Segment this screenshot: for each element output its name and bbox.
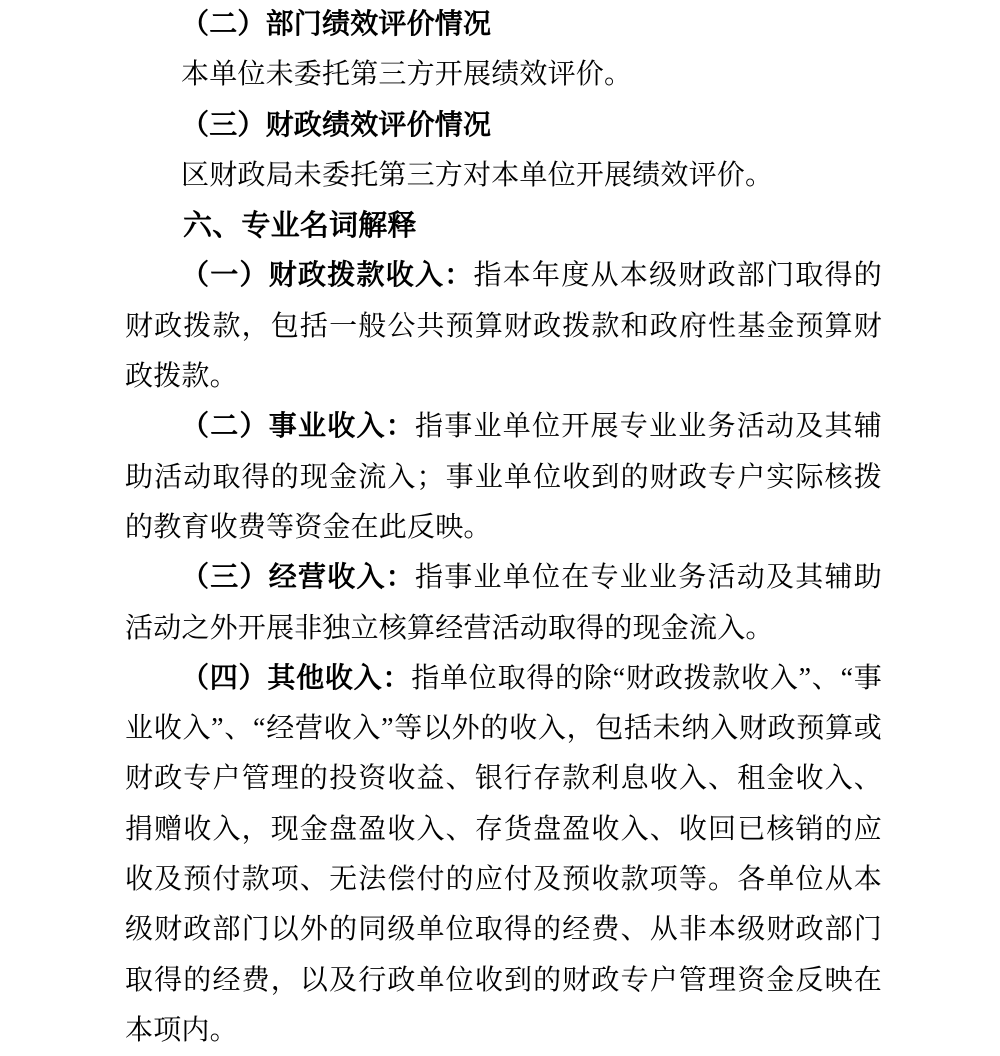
bold-text-run: （二）部门绩效评价情况 (181, 9, 492, 40)
para-fiscal-performance-eval (125, 151, 882, 201)
bold-text-run: （三）经营收入： (181, 562, 416, 594)
term-institutional-income (125, 402, 882, 553)
text-run: 指事业单位在专业业务活动及其辅助活动之外开展非独立核算经营活动取得的现金流入。 (125, 562, 882, 644)
term-other-income (125, 654, 882, 1056)
bold-text-run: （三）财政绩效评价情况 (181, 109, 492, 141)
text-run: 指事业单位开展专业业务活动及其辅助活动取得的现金流入；事业单位收到的财政专户实际核拨的教育收费等资金在此反映。 (125, 411, 882, 543)
text-run: 区财政局未委托第三方对本单位开展绩效评价。 (181, 159, 774, 191)
bold-text-run: （一）财政拨款收入： (181, 260, 474, 292)
text-run: 本单位未委托第三方开展绩效评价。 (181, 59, 633, 91)
bold-text-run: （四）其他收入： (181, 662, 412, 694)
term-fiscal-appropriation-income (125, 251, 882, 402)
bold-text-run: 六、专业名词解释 (183, 210, 417, 243)
chapter-heading-terminology (125, 201, 882, 251)
section-heading-fiscal-performance-eval (125, 101, 882, 151)
term-operating-income (125, 553, 882, 654)
text-run: 指单位取得的除“财政拨款收入”、“事业收入”、“经营收入”等以外的收入，包括未纳入财政预算或财政专户管理的投资收益、银行存款利息收入、租金收入、捐赠收入，现金盘盈收入、存货盘盈收入、收回已核销的应收及预付款项、无法偿付的应付及预收款项等。各单位从本级财政部门以外的同级单位取得的经费、从非本级财政部门取得的经费，以及行政单位收到的财政专户管理资金反映在本项内。 (125, 662, 882, 1046)
para-dept-performance-eval (125, 50, 882, 100)
bold-text-run: （二）事业收入： (181, 411, 416, 443)
text-run: 指本年度从本级财政部门取得的财政拨款，包括一般公共预算财政拨款和政府性基金预算财政拨款。 (125, 260, 882, 393)
document-body (125, 0, 882, 1056)
section-heading-dept-performance-eval (125, 0, 882, 50)
